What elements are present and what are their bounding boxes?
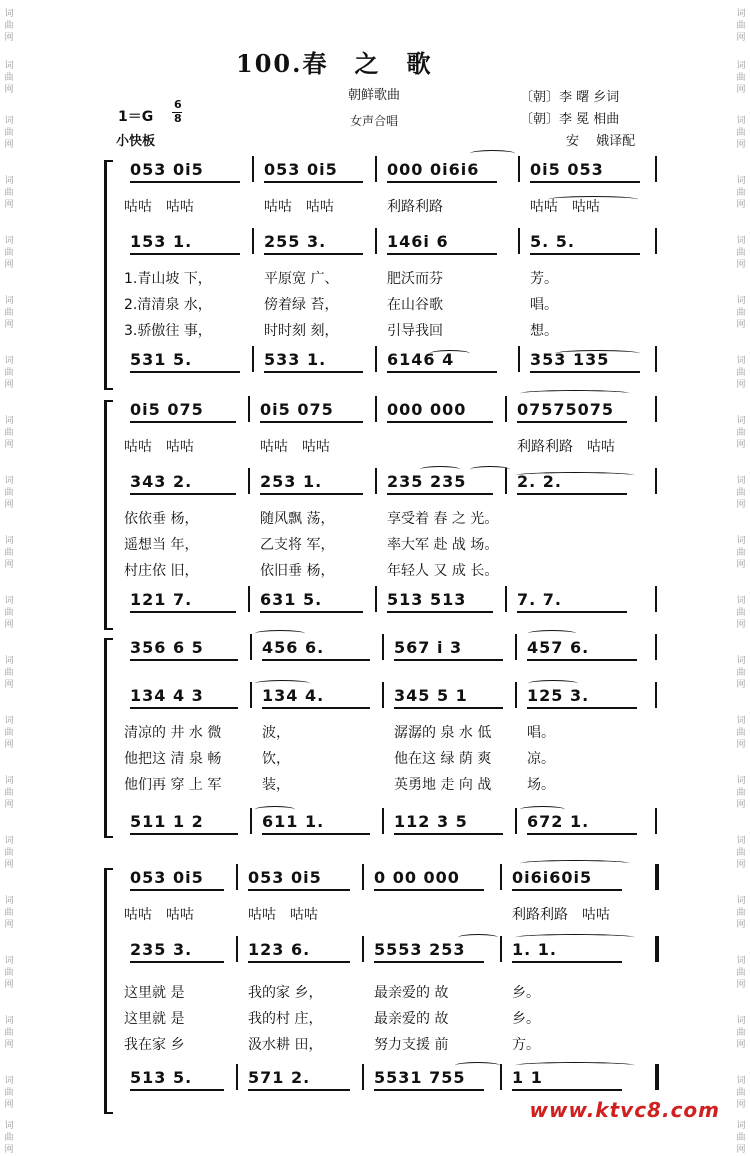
measure-notes: 0 00 000 (374, 868, 460, 887)
measure-notes: 1. 1. (512, 940, 557, 959)
system-bracket (104, 400, 113, 630)
beam-underline (387, 421, 493, 423)
score-system (0, 868, 750, 1114)
watermark-text: 词曲网 (736, 1121, 746, 1155)
measure-notes: 5531 755 (374, 1068, 466, 1087)
measure-notes: 053 0i5 (264, 160, 338, 179)
lyric-segment: 潺潺的 泉 水 低 (394, 725, 492, 741)
lyric-segment: 最亲爱的 故 (374, 985, 449, 1001)
watermark-text: 词曲网 (4, 596, 14, 630)
measure-notes: 0i6i60i5 (512, 868, 593, 887)
watermark-text: 词曲网 (736, 716, 746, 750)
watermark-text: 词曲网 (736, 416, 746, 450)
lyric-segment: 引导我回 (387, 323, 443, 339)
slur-mark (255, 630, 305, 637)
watermark-text: 词曲网 (736, 1076, 746, 1110)
beam-underline (130, 611, 236, 613)
barline (518, 156, 520, 182)
watermark-text: 词曲网 (4, 61, 14, 95)
beam-underline (130, 889, 224, 891)
barline (250, 634, 252, 660)
watermark-text: 词曲网 (736, 9, 746, 43)
lyric-segment: 3.骄傲往 事， (124, 323, 212, 339)
key-signature: 1＝G (118, 109, 154, 125)
barline (515, 808, 517, 834)
lyric-segment: 芳。 (530, 271, 558, 287)
lyric-segment: 1.青山坡 下， (124, 271, 212, 287)
measure-notes: 235 235 (387, 472, 467, 491)
lyric-segment: 咕咕 咕咕 (530, 199, 600, 215)
measure-notes: 513 513 (387, 590, 467, 609)
watermark-text: 词曲网 (4, 776, 14, 810)
barline (500, 864, 502, 890)
watermark-text: 词曲网 (4, 116, 14, 150)
lyric-segment: 年轻人 又 成 长。 (387, 563, 499, 579)
lyric-segment: 唱。 (527, 725, 555, 741)
barline (248, 586, 250, 612)
watermark-text: 词曲网 (4, 9, 14, 43)
slur-mark (430, 350, 470, 357)
barline (655, 346, 657, 372)
beam-underline (527, 659, 637, 661)
beam-underline (517, 611, 627, 613)
lyric-segment: 装， (262, 777, 290, 793)
beam-underline (130, 253, 240, 255)
beam-underline (130, 181, 240, 183)
barline (500, 1064, 502, 1090)
lyric-segment: 傍着绿 苔， (264, 297, 339, 313)
slur-mark (520, 390, 630, 397)
song-origin: 朝鲜歌曲 (348, 88, 401, 103)
watermark-text: 词曲网 (736, 536, 746, 570)
system-bracket (104, 868, 113, 1114)
watermark-text: 词曲网 (736, 836, 746, 870)
measure-notes: 343 2. (130, 472, 193, 491)
lyric-segment: 依旧垂 杨， (260, 563, 335, 579)
beam-underline (387, 493, 493, 495)
translator-credit: 安 娥译配 (566, 134, 636, 149)
watermark-text: 词曲网 (4, 416, 14, 450)
watermark-text: 词曲网 (736, 656, 746, 690)
measure-notes: 611 1. (262, 812, 325, 831)
beam-underline (512, 1089, 622, 1091)
barline (655, 1064, 659, 1090)
watermark-text: 词曲网 (4, 176, 14, 210)
watermark-text: 词曲网 (4, 956, 14, 990)
beam-underline (527, 707, 637, 709)
barline (518, 228, 520, 254)
watermark-text: 词曲网 (736, 1016, 746, 1050)
beam-underline (387, 253, 497, 255)
barline (518, 346, 520, 372)
slur-mark (470, 466, 510, 473)
lyric-segment: 清凉的 井 水 微 (124, 725, 222, 741)
slur-mark (420, 466, 460, 473)
lyric-segment: 在山谷歌 (387, 297, 443, 313)
measure-notes: 2. 2. (517, 472, 562, 491)
watermark-text: 词曲网 (736, 356, 746, 390)
measure-notes: 0i5 075 (130, 400, 204, 419)
lyric-segment: 咕咕 咕咕 (264, 199, 334, 215)
lyric-segment: 村庄依 旧， (124, 563, 199, 579)
barline (236, 1064, 238, 1090)
barline (362, 864, 364, 890)
barline (655, 864, 659, 890)
lyric-segment: 我的村 庄， (248, 1011, 323, 1027)
system-bracket (104, 638, 113, 838)
measure-notes: 235 3. (130, 940, 193, 959)
slur-mark (520, 860, 630, 867)
watermark-text: 词曲网 (4, 1016, 14, 1050)
beam-underline (130, 493, 236, 495)
lyricist-credit: 〔朝〕李 曙 乡词 (520, 90, 620, 105)
watermark-text: 词曲网 (4, 836, 14, 870)
beam-underline (264, 181, 363, 183)
measure-notes: 345 5 1 (394, 686, 468, 705)
lyric-segment: 饮， (262, 751, 290, 767)
barline (250, 682, 252, 708)
watermark-text: 词曲网 (4, 656, 14, 690)
lyric-segment: 努力支援 前 (374, 1037, 449, 1053)
slur-mark (470, 150, 515, 157)
slur-mark (458, 934, 498, 941)
lyric-segment: 时时刻 刻， (264, 323, 339, 339)
beam-underline (264, 371, 363, 373)
beam-underline (262, 833, 370, 835)
barline (382, 634, 384, 660)
beam-underline (394, 833, 503, 835)
measure-notes: 1 1 (512, 1068, 543, 1087)
measure-notes: 457 6. (527, 638, 590, 657)
measure-notes: 7. 7. (517, 590, 562, 609)
score-system (0, 160, 750, 390)
measure-notes: 531 5. (130, 350, 193, 369)
lyric-segment: 波， (262, 725, 290, 741)
barline (382, 808, 384, 834)
measure-notes: 253 1. (260, 472, 323, 491)
lyric-segment: 咕咕 咕咕 (124, 907, 194, 923)
lyric-segment: 平原宽 广、 (264, 271, 339, 287)
lyric-segment: 利路利路 (387, 199, 443, 215)
barline (655, 682, 657, 708)
slur-mark (255, 806, 295, 813)
beam-underline (130, 371, 240, 373)
lyric-segment: 咕咕 咕咕 (124, 199, 194, 215)
measure-notes: 255 3. (264, 232, 327, 251)
measure-notes: 513 5. (130, 1068, 193, 1087)
barline (252, 156, 254, 182)
lyric-segment: 乡。 (512, 1011, 540, 1027)
barline (252, 228, 254, 254)
watermark-text: 词曲网 (736, 596, 746, 630)
measure-notes: 0i5 075 (260, 400, 334, 419)
measure-notes: 134 4 3 (130, 686, 204, 705)
watermark-text: 词曲网 (4, 296, 14, 330)
measure-notes: 5553 253 (374, 940, 466, 959)
watermark-text: 词曲网 (4, 536, 14, 570)
measure-notes: 456 6. (262, 638, 325, 657)
watermark-text: 词曲网 (736, 116, 746, 150)
beam-underline (130, 1089, 224, 1091)
slur-mark (528, 630, 576, 637)
beam-underline (260, 493, 363, 495)
watermark-text: 词曲网 (736, 776, 746, 810)
barline (362, 1064, 364, 1090)
barline (382, 682, 384, 708)
barline (375, 586, 377, 612)
barline (248, 468, 250, 494)
lyric-segment: 享受着 春 之 光。 (387, 511, 499, 527)
measure-notes: 000 0i6i6 (387, 160, 480, 179)
measure-notes: 123 6. (248, 940, 311, 959)
beam-underline (130, 707, 238, 709)
watermark-text: 词曲网 (736, 296, 746, 330)
beam-underline (512, 961, 622, 963)
measure-notes: 567 i 3 (394, 638, 463, 657)
beam-underline (394, 707, 503, 709)
measure-notes: 5. 5. (530, 232, 575, 251)
measure-notes: 053 0i5 (130, 160, 204, 179)
slur-mark (515, 472, 635, 479)
tempo-marking: 小快板 (116, 134, 156, 149)
barline (500, 936, 502, 962)
lyric-segment: 乙支将 军， (260, 537, 335, 553)
beam-underline (260, 421, 363, 423)
lyric-segment: 我在家 乡 (124, 1037, 185, 1053)
beam-underline (530, 371, 640, 373)
lyric-segment: 他们再 穿 上 军 (124, 777, 222, 793)
beam-underline (387, 371, 497, 373)
measure-notes: 153 1. (130, 232, 193, 251)
slur-mark (555, 350, 640, 357)
time-signature-bottom: 8 (174, 112, 182, 125)
slur-mark (455, 1062, 500, 1069)
watermark-text: 词曲网 (736, 956, 746, 990)
beam-underline (517, 493, 627, 495)
site-logo: www.ktvc8.com (529, 1098, 720, 1122)
watermark-text: 词曲网 (736, 236, 746, 270)
lyric-segment: 场。 (527, 777, 555, 793)
beam-underline (517, 421, 627, 423)
lyric-segment: 汲水耕 田， (248, 1037, 323, 1053)
measure-notes: 121 7. (130, 590, 193, 609)
slur-mark (255, 680, 310, 687)
lyric-segment: 他把这 清 泉 畅 (124, 751, 222, 767)
system-bracket (104, 160, 113, 390)
watermark-text: 词曲网 (4, 476, 14, 510)
watermark-text: 词曲网 (736, 176, 746, 210)
barline (515, 682, 517, 708)
measure-notes: 631 5. (260, 590, 323, 609)
performance-type: 女声合唱 (350, 114, 399, 128)
measure-notes: 125 3. (527, 686, 590, 705)
measure-notes: 6146 4 (387, 350, 455, 369)
measure-notes: 353 135 (530, 350, 610, 369)
beam-underline (530, 253, 640, 255)
barline (655, 228, 657, 254)
lyric-segment: 咕咕 咕咕 (260, 439, 330, 455)
measure-notes: 053 0i5 (130, 868, 204, 887)
beam-underline (248, 961, 350, 963)
lyric-segment: 遥想当 年， (124, 537, 199, 553)
lyric-segment: 这里就 是 (124, 1011, 185, 1027)
beam-underline (248, 1089, 350, 1091)
slur-mark (548, 196, 638, 203)
watermark-text: 词曲网 (4, 1076, 14, 1110)
beam-underline (512, 889, 622, 891)
lyric-segment: 唱。 (530, 297, 558, 313)
barline (655, 936, 659, 962)
measure-notes: 533 1. (264, 350, 327, 369)
lyric-segment: 我的家 乡， (248, 985, 323, 1001)
slur-mark (515, 934, 635, 941)
lyric-segment: 凉。 (527, 751, 555, 767)
beam-underline (262, 659, 370, 661)
beam-underline (130, 659, 238, 661)
beam-underline (262, 707, 370, 709)
barline (655, 808, 657, 834)
lyric-segment: 利路利路 咕咕 (517, 439, 615, 455)
barline (655, 586, 657, 612)
watermark-text: 词曲网 (736, 61, 746, 95)
lyric-segment: 想。 (530, 323, 558, 339)
barline (250, 808, 252, 834)
barline (505, 396, 507, 422)
beam-underline (374, 889, 484, 891)
barline (655, 156, 657, 182)
measure-notes: 571 2. (248, 1068, 311, 1087)
watermark-text: 词曲网 (4, 716, 14, 750)
barline (655, 468, 657, 494)
watermark-text: 词曲网 (736, 476, 746, 510)
score-system (0, 638, 750, 838)
beam-underline (130, 421, 236, 423)
beam-underline (530, 181, 640, 183)
measure-notes: 356 6 5 (130, 638, 204, 657)
measure-notes: 511 1 2 (130, 812, 204, 831)
beam-underline (264, 253, 363, 255)
lyric-segment: 最亲爱的 故 (374, 1011, 449, 1027)
lyric-segment: 这里就 是 (124, 985, 185, 1001)
barline (375, 396, 377, 422)
lyric-segment: 依依垂 杨， (124, 511, 199, 527)
slur-mark (528, 680, 578, 687)
beam-underline (374, 961, 484, 963)
barline (252, 346, 254, 372)
measure-notes: 134 4. (262, 686, 325, 705)
lyric-segment: 英勇地 走 向 战 (394, 777, 492, 793)
barline (375, 156, 377, 182)
lyric-segment: 利路利路 咕咕 (512, 907, 610, 923)
score-system (0, 400, 750, 630)
beam-underline (527, 833, 637, 835)
beam-underline (260, 611, 363, 613)
beam-underline (248, 889, 350, 891)
barline (248, 396, 250, 422)
lyric-segment: 他在这 绿 荫 爽 (394, 751, 492, 767)
slur-mark (515, 1062, 635, 1069)
composer-credit: 〔朝〕李 冕 相曲 (520, 112, 620, 127)
lyric-segment: 率大军 赴 战 场。 (387, 537, 499, 553)
lyric-segment: 乡。 (512, 985, 540, 1001)
beam-underline (374, 1089, 484, 1091)
lyric-segment: 肥沃而芬 (387, 271, 443, 287)
beam-underline (130, 961, 224, 963)
barline (655, 396, 657, 422)
barline (236, 936, 238, 962)
watermark-text: 词曲网 (736, 896, 746, 930)
time-signature-top: 6 (174, 98, 182, 111)
barline (362, 936, 364, 962)
barline (375, 346, 377, 372)
barline (515, 634, 517, 660)
watermark-text: 词曲网 (4, 236, 14, 270)
lyric-segment: 方。 (512, 1037, 540, 1053)
beam-underline (130, 833, 238, 835)
lyric-segment: 随风飘 荡， (260, 511, 335, 527)
measure-notes: 112 3 5 (394, 812, 468, 831)
barline (505, 586, 507, 612)
barline (655, 634, 657, 660)
measure-notes: 07575075 (517, 400, 615, 419)
watermark-text: 词曲网 (4, 896, 14, 930)
slur-mark (520, 806, 565, 813)
measure-notes: 053 0i5 (248, 868, 322, 887)
song-title: 100.春 之 歌 (236, 49, 433, 78)
beam-underline (387, 181, 497, 183)
beam-underline (394, 659, 503, 661)
barline (375, 228, 377, 254)
lyric-segment: 咕咕 咕咕 (248, 907, 318, 923)
lyric-segment: 2.清清泉 水， (124, 297, 212, 313)
watermark-text: 词曲网 (4, 1121, 14, 1155)
measure-notes: 146i 6 (387, 232, 449, 251)
barline (375, 468, 377, 494)
measure-notes: 0i5 053 (530, 160, 604, 179)
barline (236, 864, 238, 890)
beam-underline (387, 611, 493, 613)
measure-notes: 672 1. (527, 812, 590, 831)
watermark-text: 词曲网 (4, 356, 14, 390)
lyric-segment: 咕咕 咕咕 (124, 439, 194, 455)
measure-notes: 000 000 (387, 400, 467, 419)
